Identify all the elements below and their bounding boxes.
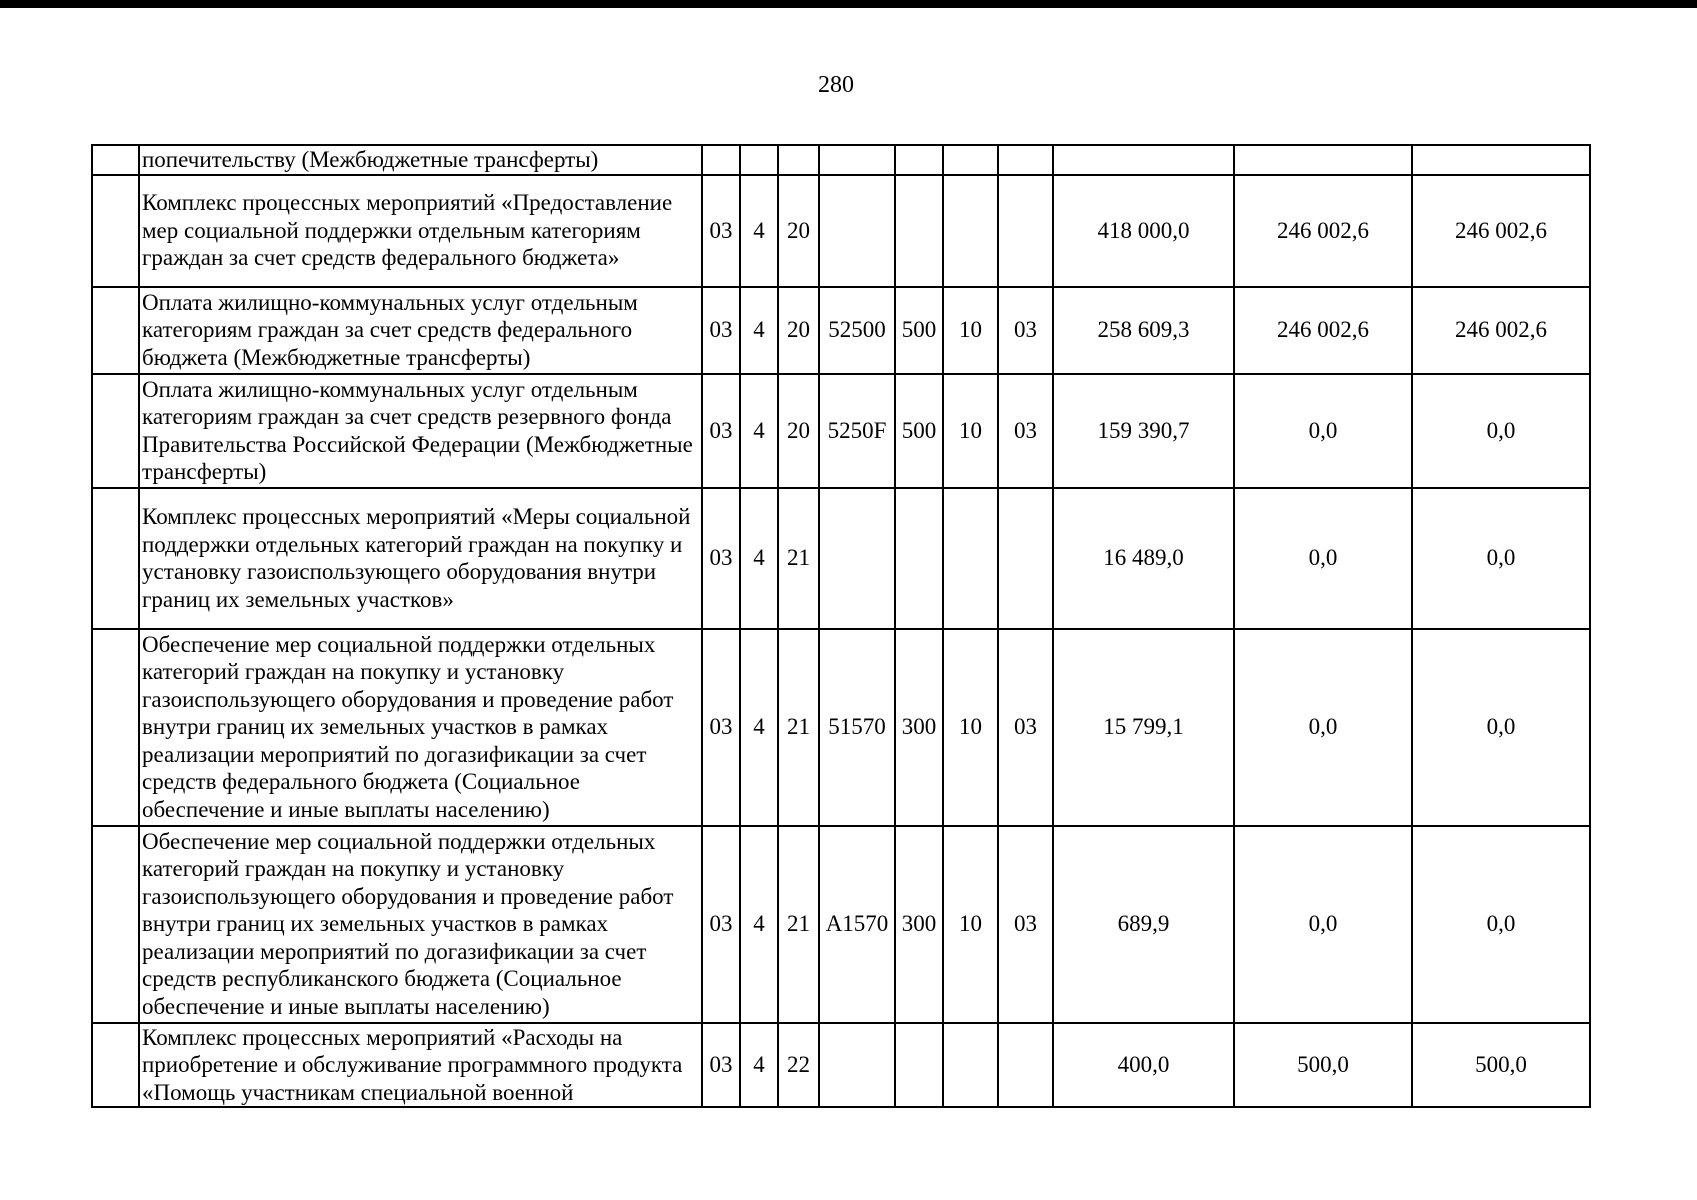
chapter-cell xyxy=(943,488,998,629)
table-row xyxy=(92,374,1590,488)
expense-name-cell: Комплекс процессных мероприятий «Расходы на приобретение и обслуживание программного продукта «Помощь участникам специальной военной xyxy=(139,1023,702,1108)
table-row xyxy=(92,629,1590,826)
section-code-cell: 03 xyxy=(702,374,740,488)
amount-year-2-cell: 500,0 xyxy=(1234,1023,1412,1108)
row-number-cell xyxy=(92,488,139,629)
chapter-cell: 10 xyxy=(943,287,998,374)
section-code-cell: 03 xyxy=(702,629,740,826)
subprogram-code-cell: 4 xyxy=(740,629,778,826)
subprogram-code-cell: 4 xyxy=(740,175,778,287)
chapter-cell xyxy=(943,1023,998,1108)
amount-year-2-cell: 246 002,6 xyxy=(1234,287,1412,374)
measure-code-cell: 20 xyxy=(778,374,819,488)
measure-code-cell: 20 xyxy=(778,287,819,374)
expense-code-cell: A1570 xyxy=(819,826,895,1023)
measure-code-cell: 21 xyxy=(778,826,819,1023)
amount-year-1-cell: 159 390,7 xyxy=(1053,374,1234,488)
amount-year-1-cell xyxy=(1053,145,1234,175)
amount-year-1-cell: 418 000,0 xyxy=(1053,175,1234,287)
table-row xyxy=(92,287,1590,374)
amount-year-1-cell: 689,9 xyxy=(1053,826,1234,1023)
amount-year-1-cell: 15 799,1 xyxy=(1053,629,1234,826)
subprogram-code-cell xyxy=(740,145,778,175)
expense-name-cell: Оплата жилищно-коммунальных услуг отдельным категориям граждан за счет средств федерального бюджета (Межбюджетные трансферты) xyxy=(139,287,702,374)
expense-code-cell xyxy=(819,145,895,175)
amount-year-2-cell: 0,0 xyxy=(1234,374,1412,488)
amount-year-2-cell xyxy=(1234,145,1412,175)
measure-code-cell xyxy=(778,145,819,175)
section-code-cell: 03 xyxy=(702,287,740,374)
subsection-cell xyxy=(998,488,1053,629)
expense-name-cell: Комплекс процессных мероприятий «Предоставление мер социальной поддержки отдельным категориям граждан за счет средств федерального бюджета» xyxy=(139,175,702,287)
row-number-cell xyxy=(92,175,139,287)
subprogram-code-cell: 4 xyxy=(740,826,778,1023)
page-number: 280 xyxy=(818,72,854,98)
subprogram-code-cell: 4 xyxy=(740,287,778,374)
subsection-cell: 03 xyxy=(998,629,1053,826)
amount-year-1-cell: 400,0 xyxy=(1053,1023,1234,1108)
expense-type-cell: 500 xyxy=(895,287,943,374)
subsection-cell xyxy=(998,175,1053,287)
expense-type-cell: 300 xyxy=(895,826,943,1023)
expense-code-cell xyxy=(819,1023,895,1108)
expense-type-cell xyxy=(895,175,943,287)
subprogram-code-cell: 4 xyxy=(740,488,778,629)
amount-year-2-cell: 0,0 xyxy=(1234,488,1412,629)
expense-code-cell: 52500 xyxy=(819,287,895,374)
amount-year-3-cell: 500,0 xyxy=(1412,1023,1590,1108)
chapter-cell xyxy=(943,175,998,287)
subprogram-code-cell: 4 xyxy=(740,1023,778,1108)
chapter-cell xyxy=(943,145,998,175)
section-code-cell: 03 xyxy=(702,1023,740,1108)
budget-table xyxy=(91,144,1591,1108)
subsection-cell: 03 xyxy=(998,374,1053,488)
expense-name-cell: Комплекс процессных мероприятий «Меры социальной поддержки отдельных категорий граждан на покупку и установку газоиспользующего оборудования внутри границ их земельных участков» xyxy=(139,488,702,629)
amount-year-2-cell: 0,0 xyxy=(1234,629,1412,826)
table-row xyxy=(92,1023,1590,1108)
amount-year-2-cell: 246 002,6 xyxy=(1234,175,1412,287)
row-number-cell xyxy=(92,145,139,175)
expense-name-cell: Обеспечение мер социальной поддержки отдельных категорий граждан на покупку и установку газоиспользующего оборудования и проведение работ внутри границ их земельных участков в рамках реализации мероприятий по догазификации за счет средств федерального бюджета (Социальное обеспечение и иные выплаты населению) xyxy=(139,629,702,826)
row-number-cell xyxy=(92,1023,139,1108)
table-row xyxy=(92,488,1590,629)
chapter-cell: 10 xyxy=(943,629,998,826)
subsection-cell: 03 xyxy=(998,826,1053,1023)
subsection-cell: 03 xyxy=(998,287,1053,374)
row-number-cell xyxy=(92,826,139,1023)
section-code-cell xyxy=(702,145,740,175)
amount-year-1-cell: 16 489,0 xyxy=(1053,488,1234,629)
expense-type-cell: 500 xyxy=(895,374,943,488)
amount-year-3-cell: 0,0 xyxy=(1412,488,1590,629)
amount-year-3-cell: 246 002,6 xyxy=(1412,287,1590,374)
expense-type-cell xyxy=(895,488,943,629)
page-top-edge xyxy=(0,0,1697,8)
row-number-cell xyxy=(92,374,139,488)
measure-code-cell: 20 xyxy=(778,175,819,287)
subsection-cell xyxy=(998,1023,1053,1108)
expense-code-cell xyxy=(819,175,895,287)
expense-type-cell xyxy=(895,1023,943,1108)
row-number-cell xyxy=(92,629,139,826)
table-row xyxy=(92,145,1590,175)
amount-year-3-cell xyxy=(1412,145,1590,175)
measure-code-cell: 22 xyxy=(778,1023,819,1108)
section-code-cell: 03 xyxy=(702,826,740,1023)
measure-code-cell: 21 xyxy=(778,488,819,629)
subprogram-code-cell: 4 xyxy=(740,374,778,488)
chapter-cell: 10 xyxy=(943,826,998,1023)
amount-year-3-cell: 0,0 xyxy=(1412,629,1590,826)
measure-code-cell: 21 xyxy=(778,629,819,826)
amount-year-3-cell: 0,0 xyxy=(1412,374,1590,488)
amount-year-2-cell: 0,0 xyxy=(1234,826,1412,1023)
expense-name-cell: Оплата жилищно-коммунальных услуг отдельным категориям граждан за счет средств резервного фонда Правительства Российской Федерации (Межбюджетные трансферты) xyxy=(139,374,702,488)
expense-code-cell: 51570 xyxy=(819,629,895,826)
expense-name-cell: Обеспечение мер социальной поддержки отдельных категорий граждан на покупку и установку газоиспользующего оборудования и проведение работ внутри границ их земельных участков в рамках реализации мероприятий по догазификации за счет средств республиканского бюджета (Социальное обеспечение и иные выплаты населению) xyxy=(139,826,702,1023)
row-number-cell xyxy=(92,287,139,374)
amount-year-1-cell: 258 609,3 xyxy=(1053,287,1234,374)
expense-code-cell: 5250F xyxy=(819,374,895,488)
expense-type-cell xyxy=(895,145,943,175)
table-row xyxy=(92,175,1590,287)
subsection-cell xyxy=(998,145,1053,175)
expense-code-cell xyxy=(819,488,895,629)
chapter-cell: 10 xyxy=(943,374,998,488)
amount-year-3-cell: 246 002,6 xyxy=(1412,175,1590,287)
table-row xyxy=(92,826,1590,1023)
expense-type-cell: 300 xyxy=(895,629,943,826)
section-code-cell: 03 xyxy=(702,175,740,287)
amount-year-3-cell: 0,0 xyxy=(1412,826,1590,1023)
section-code-cell: 03 xyxy=(702,488,740,629)
expense-name-cell: попечительству (Межбюджетные трансферты) xyxy=(139,145,702,175)
